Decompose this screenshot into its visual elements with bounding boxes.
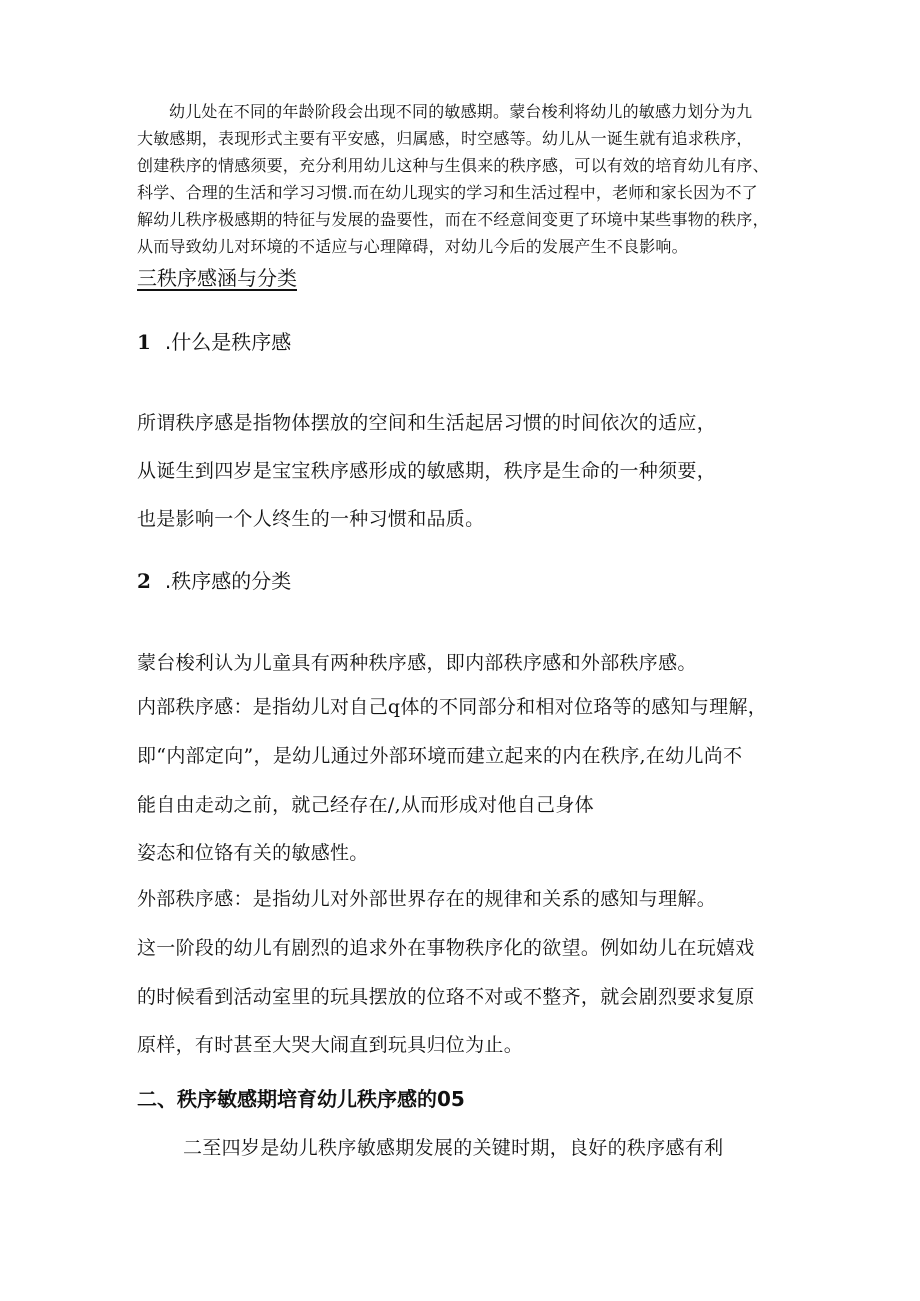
intro-line: 从而导致幼儿对环境的不适应与心理障碍，对幼儿今后的发展产生不良影响。 <box>137 237 688 256</box>
body-line: 从诞生到四岁是宝宝秩序感形成的敏感期，秩序是生命的一种须要， <box>137 460 717 482</box>
body-line: 外部秩序感：是指幼儿对外部世界存在的规律和关系的感知与理解。 <box>137 888 717 910</box>
body-line: 这一阶段的幼儿有剧烈的追求外在事物秩序化的欲望。例如幼儿在玩嬉戏 <box>137 937 755 959</box>
section-heading-3: 三秩序感涵与分类 <box>137 266 297 290</box>
body-line: 也是影响一个人终生的一种习惯和品质。 <box>137 508 485 530</box>
intro-line: 创建秩序的情感须要，充分利用幼儿这种与生俱来的秩序感，可以有效的培育幼儿有序、 <box>137 156 769 175</box>
subheading-2-number: 2 <box>137 569 151 593</box>
intro-paragraph <box>137 98 797 260</box>
intro-line: 解幼儿秩序极感期的特征与发展的盎要性，而在不经意间变更了环境中某些事物的秩序， <box>137 210 769 229</box>
body-line: 原样，有时甚至大哭大闹直到玩具归位为止。 <box>137 1034 524 1056</box>
body-line: 的时候看到活动室里的玩具摆放的位珞不对或不整齐，就会剧烈要求复原 <box>137 986 755 1008</box>
body-line: 所谓秩序感是指物体摆放的空间和生活起居习惯的时间依次的适应， <box>137 412 717 434</box>
intro-line: 大敏感期，表现形式主要有平安感，归属感，时空感等。幼儿从一诞生就有追求秩序， <box>137 129 753 148</box>
subheading-1-number: 1 <box>137 330 151 354</box>
subheading-1 <box>137 326 291 355</box>
subheading-2-title: .秩序感的分类 <box>164 569 292 593</box>
body-line: 蒙台梭利认为儿童具有两种秩序感，即内部秩序感和外部秩序感。 <box>137 652 697 674</box>
subheading-1-title: .什么是秩序感 <box>164 330 292 354</box>
section-heading-2: 二、秩序敏感期培育幼儿秩序感的05 <box>137 1087 465 1111</box>
body-line: 内部秩序感：是指幼儿对自己q体的不同部分和相对位珞等的感知与理解， <box>137 696 768 718</box>
intro-line: 幼儿处在不同的年龄阶段会出现不同的敏感期。蒙台梭利将幼儿的敏感力划分为九 <box>169 102 753 121</box>
subheading-2 <box>137 565 291 594</box>
body-line: 即“内部定向”，是幼儿通过外部环境而建立起来的内在秩序,在幼儿尚不 <box>137 745 743 767</box>
body-line: 姿态和位铬有关的敏感性。 <box>137 842 369 864</box>
intro-line: 科学、合理的生活和学习习惯.而在幼儿现实的学习和生活过程中，老师和家长因为不了 <box>137 183 758 202</box>
body-line: 能自由走动之前，就己经存在/,从而形成对他自己身体 <box>137 794 594 816</box>
body-line: 二至四岁是幼儿秩序敏感期发展的关键时期，良好的秩序感有利 <box>183 1137 724 1159</box>
